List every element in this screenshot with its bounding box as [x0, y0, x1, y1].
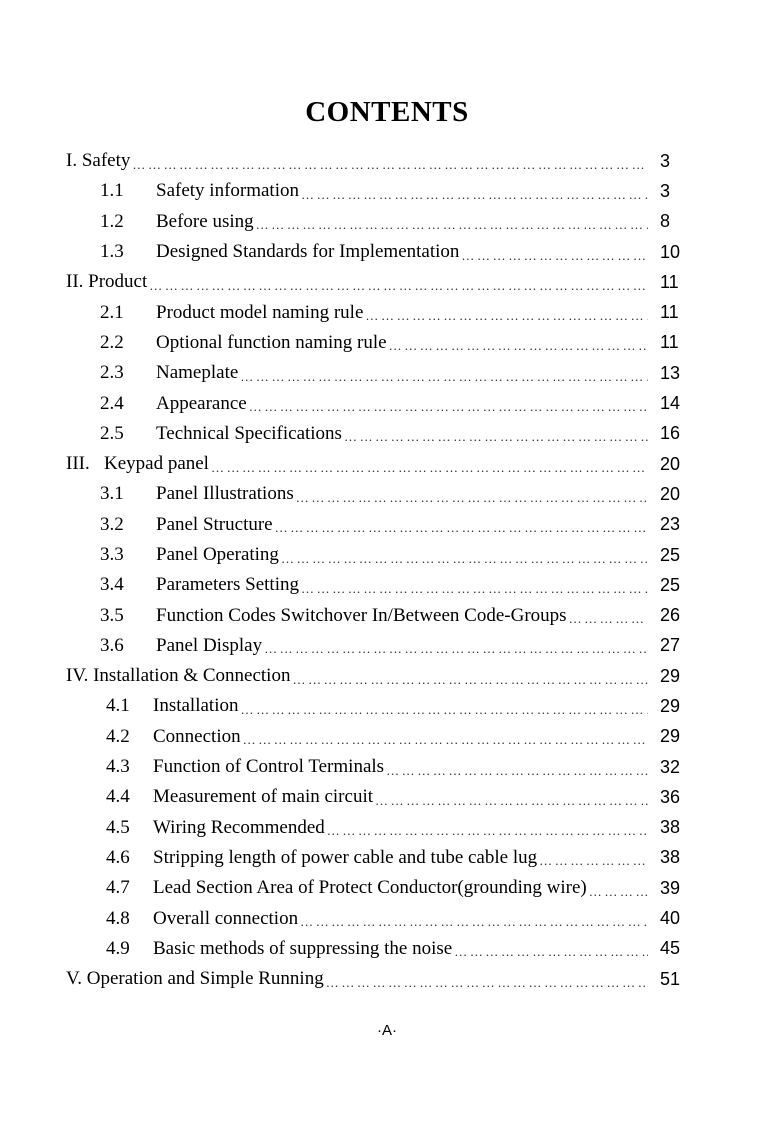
toc-entry-4-2[interactable]: [0, 722, 774, 752]
toc-number: 1.1: [100, 180, 124, 202]
toc-section-4[interactable]: [0, 661, 774, 691]
toc-entry-2-5[interactable]: [0, 419, 774, 449]
toc-page-number: 3: [660, 150, 671, 171]
leader-dots: [292, 667, 648, 686]
toc-label: I. Safety: [66, 150, 131, 172]
toc-number: 4.6: [106, 846, 130, 868]
page-title: CONTENTS: [305, 96, 469, 128]
toc-number: 3.3: [100, 544, 124, 565]
toc-entry-3-2[interactable]: [0, 510, 774, 540]
toc-section-5[interactable]: [0, 964, 774, 994]
toc-label: Panel Operating: [156, 544, 279, 565]
toc-label: Before using: [156, 210, 254, 232]
leader-dots: [281, 546, 648, 565]
toc-number: 1.2: [100, 210, 124, 232]
leader-dots: [344, 424, 648, 443]
page-footer: ·A·: [377, 1022, 397, 1039]
toc-page-number: 40: [660, 908, 681, 929]
toc-number: 3.6: [100, 634, 124, 656]
toc-number: 3.1: [100, 483, 124, 505]
toc-number: 4.2: [106, 725, 130, 747]
toc-number: 4.5: [106, 816, 130, 838]
toc-page-number: 26: [660, 605, 681, 626]
leader-dots: [275, 515, 648, 534]
toc-entry-4-8[interactable]: [0, 903, 774, 933]
toc-page-number: 39: [660, 877, 681, 898]
leader-dots: [249, 394, 648, 413]
leader-dots: [132, 152, 648, 171]
table-of-contents: [0, 146, 774, 994]
toc-label: Overall connection: [153, 907, 299, 929]
toc-label: Parameters Setting: [156, 574, 299, 596]
leader-dots: [589, 879, 648, 898]
toc-entry-3-6[interactable]: [0, 631, 774, 661]
toc-entry-3-3[interactable]: [0, 540, 774, 570]
toc-number: 2.4: [100, 392, 124, 414]
toc-entry-4-5[interactable]: [0, 813, 774, 843]
toc-number: 4.7: [106, 877, 130, 899]
toc-page-number: 51: [660, 968, 681, 989]
toc-entry-4-3[interactable]: [0, 752, 774, 782]
toc-page-number: 45: [660, 938, 681, 959]
toc-section-1[interactable]: [0, 146, 774, 176]
leader-dots: [264, 636, 648, 655]
toc-section-2[interactable]: [0, 267, 774, 297]
toc-label: Panel Display: [156, 634, 263, 656]
toc-number: 4.9: [106, 937, 130, 959]
toc-page-number: 29: [660, 695, 681, 716]
leader-dots: [569, 606, 648, 625]
leader-dots: [365, 303, 648, 322]
toc-number: 2.1: [100, 301, 124, 323]
toc-label: Panel Structure: [156, 513, 273, 535]
toc-page-number: 11: [660, 332, 679, 353]
toc-entry-1-1[interactable]: [0, 176, 774, 206]
toc-label: Optional function naming rule: [156, 331, 387, 353]
toc-page-number: 8: [660, 211, 671, 232]
toc-label: Lead Section Area of Protect Conductor(grounding wire): [153, 877, 587, 899]
toc-label: Installation: [153, 695, 239, 717]
leader-dots: [256, 212, 648, 231]
toc-number: 3.2: [100, 513, 124, 535]
toc-page-number: 16: [660, 423, 681, 444]
toc-entry-4-7[interactable]: [0, 873, 774, 903]
toc-label: Basic methods of suppressing the noise: [153, 937, 453, 959]
toc-section-3[interactable]: [0, 449, 774, 479]
leader-dots: [211, 455, 648, 474]
toc-number: 2.2: [100, 331, 124, 353]
toc-number: 2.5: [100, 422, 124, 444]
toc-number: 3.5: [100, 604, 124, 626]
toc-page-number: 29: [660, 665, 681, 686]
toc-entry-4-9[interactable]: [0, 934, 774, 964]
toc-label: Measurement of main circuit: [153, 786, 374, 808]
toc-entry-2-3[interactable]: [0, 358, 774, 388]
toc-page-number: 25: [660, 544, 681, 565]
toc-page-number: 13: [660, 362, 681, 383]
leader-dots: [326, 970, 648, 989]
toc-number: 3.4: [100, 574, 124, 596]
toc-entry-4-6[interactable]: [0, 843, 774, 873]
leader-dots: [454, 939, 648, 958]
toc-page-number: 36: [660, 786, 681, 807]
toc-entry-4-1[interactable]: [0, 691, 774, 721]
toc-page-number: 3: [660, 180, 671, 201]
toc-page-number: 11: [660, 302, 679, 323]
toc-entry-4-4[interactable]: [0, 782, 774, 812]
leader-dots: [149, 273, 648, 292]
toc-label: Appearance: [156, 392, 247, 414]
toc-label: II. Product: [66, 271, 148, 293]
toc-label: Nameplate: [156, 362, 239, 384]
toc-label: Panel Illustrations: [156, 483, 294, 505]
leader-dots: [240, 697, 648, 716]
toc-label: Product model naming rule: [156, 301, 364, 323]
toc-label: V. Operation and Simple Running: [66, 968, 324, 990]
toc-entry-1-3[interactable]: [0, 237, 774, 267]
leader-dots: [243, 727, 648, 746]
toc-number: 4.4: [106, 786, 130, 808]
toc-number: 1.3: [100, 241, 124, 263]
leader-dots: [389, 333, 648, 352]
leader-dots: [301, 576, 648, 595]
toc-label: Safety information: [156, 180, 299, 202]
toc-page-number: 29: [660, 726, 681, 747]
toc-label: IV. Installation & Connection: [66, 665, 291, 687]
toc-label: Designed Standards for Implementation: [156, 241, 460, 263]
toc-label: Wiring Recommended: [153, 816, 325, 838]
toc-label: Function Codes Switchover In/Between Code-Groups: [156, 604, 567, 626]
leader-dots: [327, 818, 648, 837]
leader-dots: [296, 485, 648, 504]
toc-label: Function of Control Terminals: [153, 756, 385, 778]
toc-entry-2-4[interactable]: [0, 388, 774, 418]
toc-page-number: 11: [660, 271, 679, 292]
toc-label: Connection: [153, 725, 241, 747]
toc-page-number: 27: [660, 635, 681, 656]
leader-dots: [461, 243, 648, 262]
leader-dots: [539, 848, 648, 867]
leader-dots: [375, 788, 648, 807]
toc-label: Technical Specifications: [156, 422, 342, 444]
toc-label: Stripping length of power cable and tube cable lug: [153, 846, 538, 868]
toc-entry-3-5[interactable]: [0, 600, 774, 630]
toc-label: III. Keypad panel: [66, 453, 209, 475]
toc-number: 4.8: [106, 907, 130, 929]
toc-page-number: 38: [660, 847, 681, 868]
leader-dots: [386, 758, 648, 777]
toc-page-number: 38: [660, 817, 681, 838]
leader-dots: [301, 182, 648, 201]
toc-page-number: 10: [660, 241, 681, 262]
toc-entry-3-1[interactable]: [0, 479, 774, 509]
toc-number: 4.3: [106, 756, 130, 778]
toc-page-number: 23: [660, 514, 681, 535]
toc-entry-3-4[interactable]: [0, 570, 774, 600]
toc-page-number: 32: [660, 756, 681, 777]
toc-page-number: 20: [660, 483, 681, 504]
toc-page-number: 25: [660, 574, 681, 595]
toc-number: 2.3: [100, 362, 124, 384]
leader-dots: [240, 364, 648, 383]
toc-entry-1-2[interactable]: [0, 207, 774, 237]
leader-dots: [300, 909, 648, 928]
toc-number: 4.1: [106, 695, 130, 717]
toc-page-number: 14: [660, 393, 681, 414]
toc-entry-2-1[interactable]: [0, 297, 774, 327]
toc-entry-2-2[interactable]: [0, 328, 774, 358]
toc-page-number: 20: [660, 453, 681, 474]
